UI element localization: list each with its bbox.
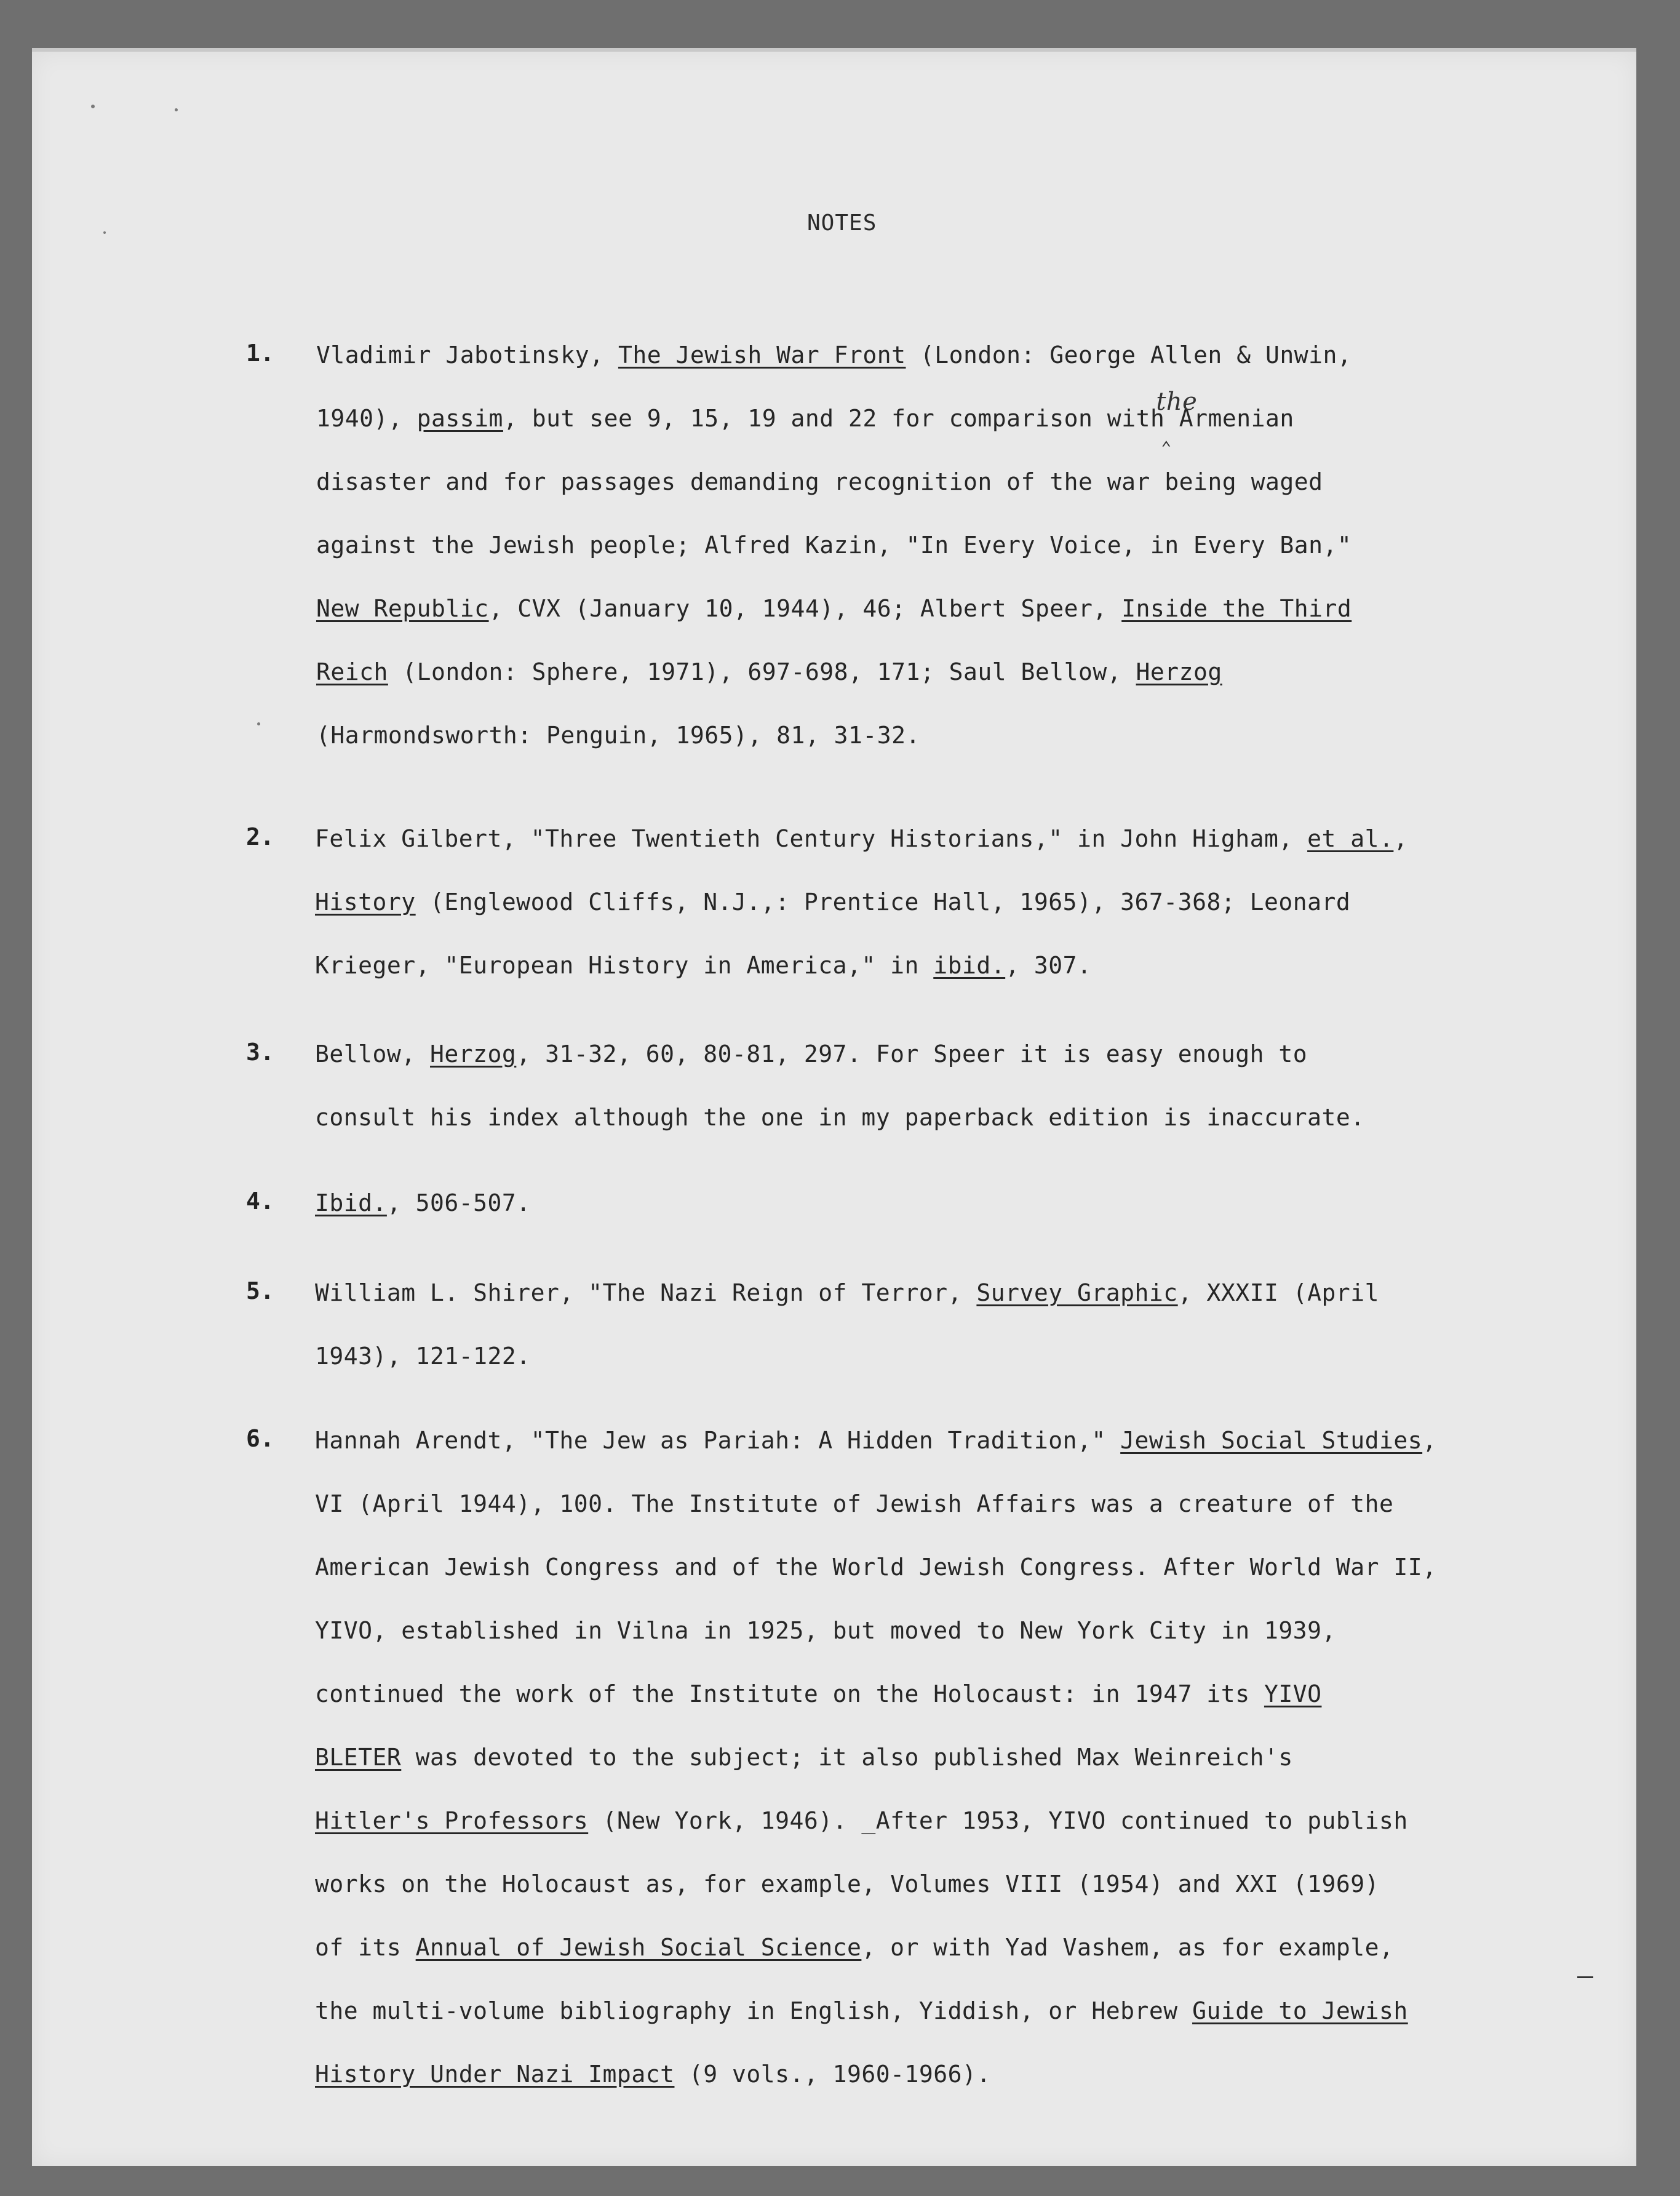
- cited-title: passim: [416, 405, 503, 432]
- note-line: Krieger, "European History in America," in ibid., 307.: [315, 952, 1092, 979]
- note-number: 3.: [246, 1039, 274, 1066]
- margin-mark: [1577, 1976, 1593, 1978]
- cited-title: New Republic: [316, 595, 489, 622]
- note-line: History (Englewood Cliffs, N.J.,: Prentice Hall, 1965), 367-368; Leonard: [315, 888, 1351, 916]
- note-line: Ibid., 506-507.: [315, 1189, 531, 1216]
- paper-speck: [103, 231, 106, 234]
- note-line: Reich (London: Sphere, 1971), 697-698, 171; Saul Bellow, Herzog: [316, 658, 1222, 685]
- cited-title: The Jewish War Front: [618, 341, 906, 369]
- note-number: 2.: [246, 823, 274, 850]
- cited-title: History: [315, 888, 416, 916]
- note-number: 6.: [246, 1425, 274, 1452]
- cited-title: Guide to Jewish: [1192, 1997, 1408, 2024]
- note-line: continued the work of the Institute on the Holocaust: in 1947 its YIVO: [315, 1680, 1322, 1707]
- cited-title: Herzog: [430, 1040, 517, 1068]
- cited-title: Inside the Third: [1121, 595, 1352, 622]
- paper-speck: [257, 722, 260, 725]
- paper-speck: [175, 108, 178, 111]
- note-line: Vladimir Jabotinsky, The Jewish War Front (London: George Allen & Unwin,: [316, 341, 1352, 369]
- note-line: against the Jewish people; Alfred Kazin, "In Every Voice, in Every Ban,": [316, 532, 1352, 559]
- note-line: disaster and for passages demanding recognition of the war being waged: [316, 468, 1323, 495]
- note-line: of its Annual of Jewish Social Science, or with Yad Vashem, as for example,: [315, 1934, 1394, 1961]
- cited-title: Ibid.: [315, 1189, 387, 1216]
- note-line: History Under Nazi Impact (9 vols., 1960-1966).: [315, 2061, 991, 2088]
- note-line: William L. Shirer, "The Nazi Reign of Terror, Survey Graphic, XXXII (April: [315, 1279, 1379, 1306]
- note-line: Hannah Arendt, "The Jew as Pariah: A Hidden Tradition," Jewish Social Studies,: [315, 1427, 1437, 1454]
- cited-title: et al.: [1307, 825, 1394, 852]
- note-number: 1.: [246, 340, 274, 367]
- note-line: (Harmondsworth: Penguin, 1965), 81, 31-32.: [316, 722, 920, 749]
- cited-title: Reich: [316, 658, 388, 685]
- note-line: works on the Holocaust as, for example, Volumes VIII (1954) and XXI (1969): [315, 1871, 1379, 1898]
- note-line: BLETER was devoted to the subject; it also published Max Weinreich's: [315, 1744, 1293, 1771]
- handwritten-word: the: [1156, 388, 1198, 416]
- note-number: 5.: [246, 1277, 274, 1304]
- cited-title: Jewish Social Studies: [1120, 1427, 1423, 1454]
- note-text: [315, 1023, 1594, 1149]
- note-text: [315, 1261, 1594, 1388]
- note-line: 1940), passim, but see 9, 15, 19 and 22 for comparison with the ⌃ Armenian: [316, 387, 1596, 450]
- note-line: American Jewish Congress and of the World Jewish Congress. After World War II,: [315, 1554, 1437, 1581]
- cited-title: Annual of Jewish Social Science: [415, 1934, 862, 1961]
- cited-title: YIVO: [1264, 1680, 1322, 1707]
- note-line: Hitler's Professors (New York, 1946). _After 1953, YIVO continued to publish: [315, 1807, 1408, 1834]
- cited-title: Hitler's Professors: [315, 1807, 589, 1834]
- page-title: NOTES: [807, 210, 877, 236]
- note-line: New Republic, CVX (January 10, 1944), 46; Albert Speer, Inside the Third: [316, 595, 1352, 622]
- note-line: 1943), 121-122.: [315, 1343, 531, 1370]
- note-line: VI (April 1944), 100. The Institute of Jewish Affairs was a creature of the: [315, 1490, 1394, 1517]
- cited-title: History Under Nazi Impact: [315, 2061, 675, 2088]
- note-line: consult his index although the one in my paperback edition is inaccurate.: [315, 1104, 1365, 1131]
- note-line: the multi-volume bibliography in English, Yiddish, or Hebrew Guide to Jewish: [315, 1997, 1408, 2024]
- cited-title: ibid.: [933, 952, 1006, 979]
- note-line: Felix Gilbert, "Three Twentieth Century Historians," in John Higham, et al.,: [315, 825, 1408, 852]
- note-text: [315, 1172, 1594, 1235]
- note-text: [315, 1409, 1594, 2106]
- insertion-caret-icon: ⌃: [1161, 437, 1172, 458]
- cited-title: Herzog: [1136, 658, 1222, 685]
- typed-page: [32, 48, 1636, 2166]
- paper-speck: [91, 105, 95, 108]
- cited-title: BLETER: [315, 1744, 402, 1771]
- note-line: YIVO, established in Vilna in 1925, but moved to New York City in 1939,: [315, 1617, 1336, 1644]
- note-number: 4.: [246, 1188, 274, 1215]
- note-line: Bellow, Herzog, 31-32, 60, 80-81, 297. For Speer it is easy enough to: [315, 1040, 1308, 1068]
- cited-title: Survey Graphic: [976, 1279, 1178, 1306]
- note-text: [315, 807, 1594, 997]
- note-text: [316, 324, 1596, 767]
